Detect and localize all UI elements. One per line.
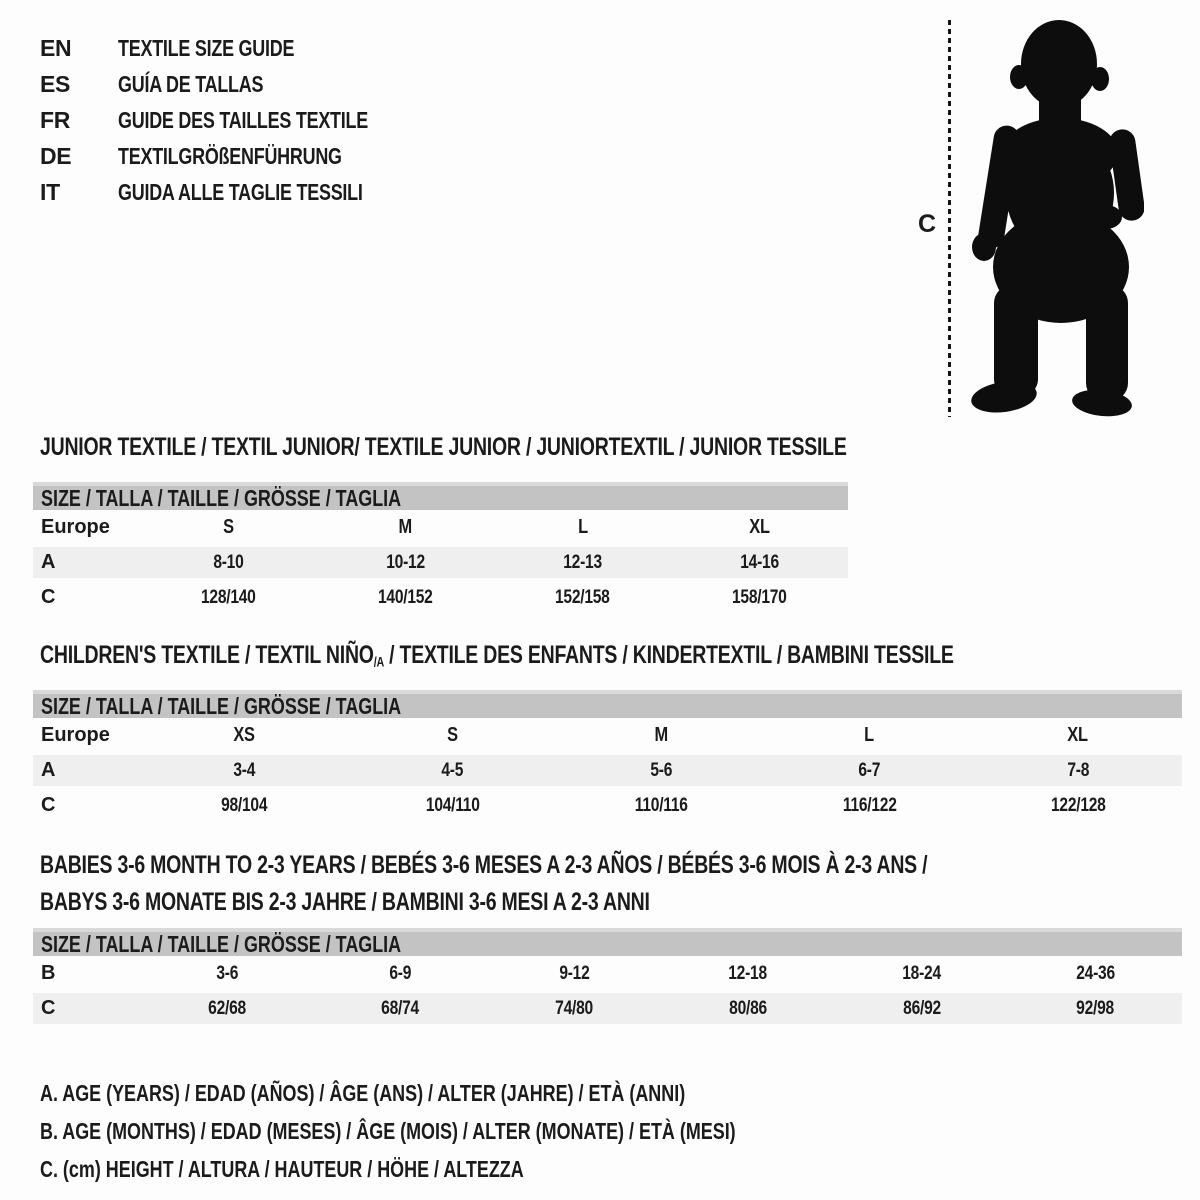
footnote-c xyxy=(40,1150,932,1188)
months-value: 24-36 xyxy=(1075,962,1115,984)
size-value: L xyxy=(864,724,875,746)
age-cell xyxy=(140,760,348,782)
height-value: 92/98 xyxy=(1076,997,1115,1019)
language-row xyxy=(40,174,439,210)
table-row-c xyxy=(33,993,1182,1024)
language-row xyxy=(40,138,439,174)
footnote-c-text: C. (cm) HEIGHT / ALTURA / HAUTEUR / HÖHE / ALTEZZA xyxy=(40,1155,524,1182)
height-cell xyxy=(140,795,348,817)
children-title-sub: /A xyxy=(373,654,384,670)
table-row-c xyxy=(33,580,848,615)
footnote-a-text: A. AGE (YEARS) / EDAD (AÑOS) / ÂGE (ANS) / ALTER (JAHRE) / ETÀ (ANNI) xyxy=(40,1079,686,1106)
height-cell xyxy=(140,587,317,609)
height-value: 86/92 xyxy=(902,997,941,1019)
height-value: 74/80 xyxy=(555,997,594,1019)
height-cell xyxy=(765,795,973,817)
table-row-a xyxy=(33,755,1182,786)
language-row xyxy=(40,30,439,66)
size-cell xyxy=(140,724,348,747)
months-value: 9-12 xyxy=(559,962,590,984)
guide-title: GUÍA DE TALLAS xyxy=(118,70,264,97)
row-label: Europe xyxy=(41,724,110,746)
height-cell xyxy=(661,998,835,1020)
footnote-b xyxy=(40,1112,932,1150)
size-value: S xyxy=(447,724,458,746)
row-label: Europe xyxy=(41,516,110,538)
age-value: 3-4 xyxy=(233,759,256,781)
children-size-table xyxy=(33,690,1182,823)
size-header-band xyxy=(33,482,848,510)
height-value: 122/128 xyxy=(1050,794,1106,816)
age-cell xyxy=(671,552,848,574)
table-row-b xyxy=(33,956,1182,991)
height-cell xyxy=(317,587,494,609)
height-cell xyxy=(348,795,556,817)
height-cell xyxy=(835,998,1009,1020)
guide-title: GUIDA ALLE TAGLIE TESSILI xyxy=(118,178,363,205)
size-value: M xyxy=(654,724,668,746)
language-code: FR xyxy=(40,106,71,133)
height-cell xyxy=(494,587,671,609)
size-header-label: SIZE / TALLA / TAILLE / GRÖSSE / TAGLIA xyxy=(41,692,402,719)
row-label: A xyxy=(41,551,56,573)
table-row-a xyxy=(33,547,848,578)
height-cell xyxy=(671,587,848,609)
height-value: 68/74 xyxy=(381,997,420,1019)
height-cell xyxy=(314,998,488,1020)
height-cell xyxy=(1008,998,1182,1020)
size-cell xyxy=(317,516,494,539)
months-cell xyxy=(487,963,661,985)
table-row-europe xyxy=(33,510,848,545)
size-value: XL xyxy=(1067,724,1089,746)
height-value: 62/68 xyxy=(207,997,246,1019)
age-cell xyxy=(317,552,494,574)
babies-title-line2-text: BABYS 3-6 MONATE BIS 2-3 JAHRE / BAMBINI 3-6 MESI A 2-3 ANNI xyxy=(40,888,650,916)
babies-section-title-line1 xyxy=(40,851,1178,880)
height-value: 104/110 xyxy=(425,794,480,816)
months-value: 6-9 xyxy=(389,962,412,984)
row-label: C xyxy=(41,794,56,816)
language-code: EN xyxy=(40,34,72,61)
months-cell xyxy=(661,963,835,985)
age-cell xyxy=(557,760,765,782)
height-cell xyxy=(487,998,661,1020)
size-header-band xyxy=(33,928,1182,956)
junior-section-title-text: JUNIOR TEXTILE / TEXTIL JUNIOR/ TEXTILE JUNIOR / JUNIORTEXTIL / JUNIOR TESSILE xyxy=(40,433,847,461)
months-cell xyxy=(314,963,488,985)
height-cell xyxy=(140,998,314,1020)
language-row xyxy=(40,66,439,102)
children-title-suffix: / TEXTILE DES ENFANTS / KINDERTEXTIL / BAMBINI TESSILE xyxy=(383,641,954,669)
months-cell xyxy=(835,963,1009,985)
months-value: 3-6 xyxy=(215,962,238,984)
size-cell xyxy=(494,516,671,539)
legend-footnotes xyxy=(40,1074,932,1188)
height-measure-line xyxy=(948,20,951,417)
size-value: M xyxy=(398,516,413,538)
months-cell xyxy=(140,963,314,985)
size-cell xyxy=(671,516,848,539)
height-value: 80/86 xyxy=(728,997,767,1019)
months-cell xyxy=(1008,963,1182,985)
height-value: 152/158 xyxy=(555,586,610,608)
row-label: C xyxy=(41,586,56,608)
language-code: ES xyxy=(40,70,71,97)
babies-size-table xyxy=(33,928,1182,1026)
age-value: 5-6 xyxy=(650,759,672,781)
table-row-europe xyxy=(33,718,1182,753)
size-value: S xyxy=(223,516,234,538)
size-cell xyxy=(140,516,317,539)
age-value: 12-13 xyxy=(563,551,602,573)
months-value: 18-24 xyxy=(902,962,941,984)
age-value: 14-16 xyxy=(740,551,779,573)
footnote-b-text: B. AGE (MONTHS) / EDAD (MESES) / ÂGE (MOIS) / ALTER (MONATE) / ETÀ (MESI) xyxy=(40,1117,736,1144)
age-value: 6-7 xyxy=(858,759,881,781)
language-code: DE xyxy=(40,142,72,169)
language-row xyxy=(40,102,439,138)
junior-size-table xyxy=(33,482,848,615)
babies-section-title-line2 xyxy=(40,888,822,917)
height-value: 140/152 xyxy=(378,586,433,608)
guide-title: TEXTILGRÖßENFÜHRUNG xyxy=(118,142,342,169)
language-code: IT xyxy=(40,178,60,205)
guide-title: TEXTILE SIZE GUIDE xyxy=(118,34,295,61)
age-cell xyxy=(348,760,556,782)
guide-title: GUIDE DES TAILLES TEXTILE xyxy=(118,106,368,133)
months-value: 12-18 xyxy=(728,962,768,984)
toddler-silhouette-icon xyxy=(964,16,1144,418)
age-cell xyxy=(494,552,671,574)
size-value: XL xyxy=(749,516,770,538)
children-title-prefix: CHILDREN'S TEXTILE / TEXTIL NIÑO xyxy=(40,641,374,669)
row-label: B xyxy=(41,962,56,984)
children-section-title xyxy=(40,641,1200,670)
language-title-list xyxy=(40,30,439,210)
size-cell xyxy=(974,724,1182,747)
height-cell xyxy=(557,795,765,817)
age-value: 7-8 xyxy=(1066,759,1089,781)
age-cell xyxy=(765,760,973,782)
size-cell xyxy=(348,724,556,747)
height-value: 110/116 xyxy=(634,794,688,816)
size-cell xyxy=(557,724,765,747)
row-label: C xyxy=(41,997,56,1019)
size-value: L xyxy=(577,516,588,538)
table-row-c xyxy=(33,788,1182,823)
age-cell xyxy=(140,552,317,574)
size-header-band xyxy=(33,690,1182,718)
height-value: 128/140 xyxy=(201,586,256,608)
size-cell xyxy=(765,724,973,747)
age-value: 4-5 xyxy=(441,759,464,781)
row-label: A xyxy=(41,759,56,781)
babies-title-line1-text: BABIES 3-6 MONTH TO 2-3 YEARS / BEBÉS 3-6 MESES A 2-3 AÑOS / BÉBÉS 3-6 MOIS À 2-3 ANS / xyxy=(40,851,928,879)
age-value: 8-10 xyxy=(213,551,244,573)
junior-section-title xyxy=(40,433,1074,462)
height-value: 158/170 xyxy=(732,586,787,608)
children-section-title-text xyxy=(40,641,954,670)
height-measure-label: C xyxy=(918,210,937,238)
size-value: XS xyxy=(233,724,255,746)
height-cell xyxy=(974,795,1182,817)
size-header-label: SIZE / TALLA / TAILLE / GRÖSSE / TAGLIA xyxy=(41,930,402,957)
size-header-label: SIZE / TALLA / TAILLE / GRÖSSE / TAGLIA xyxy=(41,484,402,511)
age-cell xyxy=(974,760,1182,782)
height-value: 98/104 xyxy=(221,794,268,816)
age-value: 10-12 xyxy=(386,551,425,573)
footnote-a xyxy=(40,1074,932,1112)
height-value: 116/122 xyxy=(842,794,897,816)
